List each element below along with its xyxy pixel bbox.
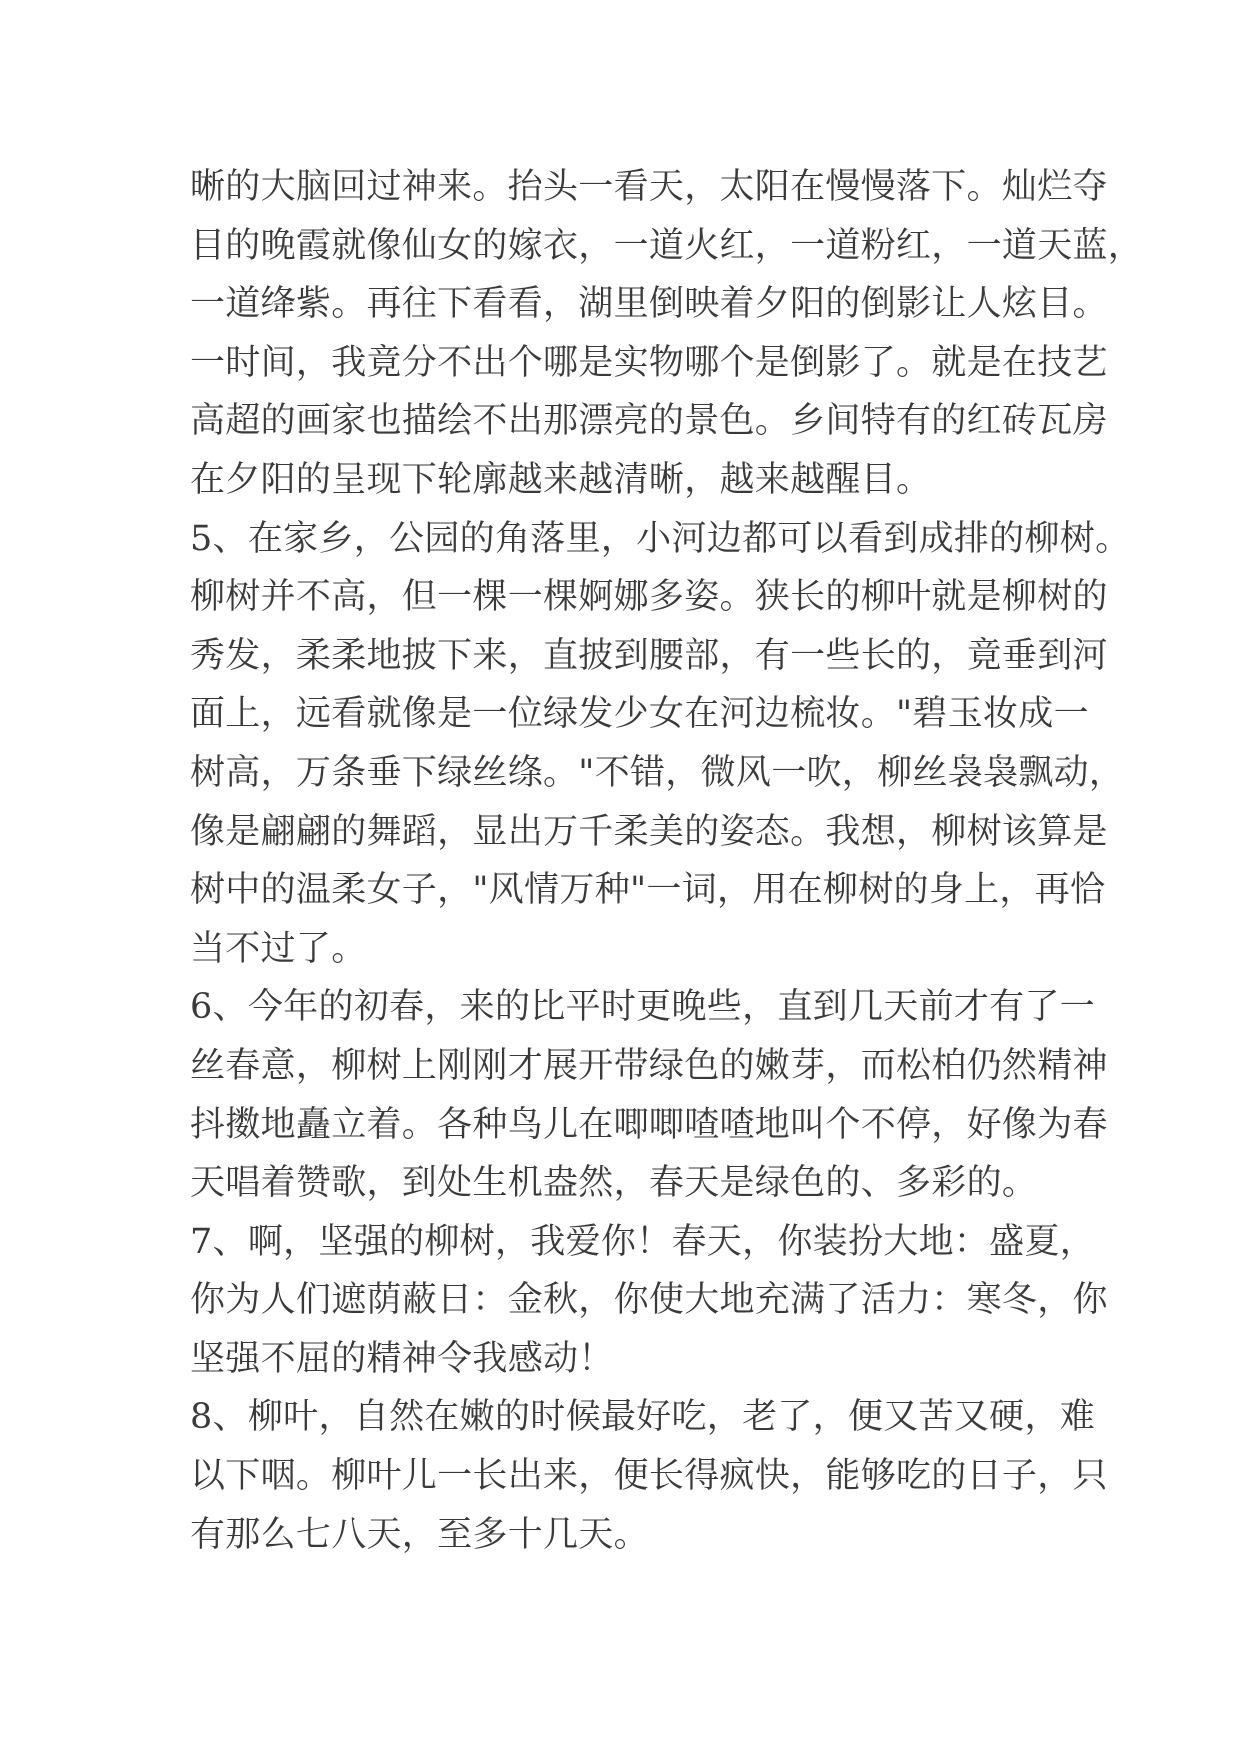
text-line: 天唱着赞歌，到处生机盎然，春天是绿色的、多彩的。 <box>190 1163 1038 1204</box>
text-line: 有那么七八天，至多十几天。 <box>190 1514 649 1555</box>
text-line: 抖擞地矗立着。各种鸟儿在唧唧喳喳地叫个不停，好像为春 <box>190 1104 1108 1145</box>
text-line: 坚强不屈的精神令我感动！ <box>190 1338 614 1379</box>
text-line: 高超的画家也描绘不出那漂亮的景色。乡间特有的红砖瓦房 <box>190 401 1108 442</box>
text-line: 一时间，我竟分不出个哪是实物哪个是倒影了。就是在技艺 <box>190 342 1108 383</box>
text-line: 秀发，柔柔地披下来，直披到腰部，有一些长的，竟垂到河 <box>190 635 1108 676</box>
text-line: 丝春意，柳树上刚刚才展开带绿色的嫩芽，而松柏仍然精神 <box>190 1045 1108 1086</box>
text-line: 像是翩翩的舞蹈，显出万千柔美的姿态。我想，柳树该算是 <box>190 811 1108 852</box>
text-line: 一道绛紫。再往下看看，湖里倒映着夕阳的倒影让人炫目。 <box>190 284 1108 325</box>
text-line: 8、柳叶，自然在嫩的时候最好吃，老了，便又苦又硬，难 <box>190 1397 1096 1438</box>
text-line: 你为人们遮荫蔽日：金秋，你使大地充满了活力：寒冬，你 <box>190 1280 1108 1321</box>
text-line: 5、在家乡，公园的角落里，小河边都可以看到成排的柳树。 <box>190 518 1131 559</box>
text-line: 晰的大脑回过神来。抬头一看天，太阳在慢慢落下。灿烂夺 <box>190 167 1108 207</box>
text-line: 面上，远看就像是一位绿发少女在河边梳妆。"碧玉妆成一 <box>190 694 1089 735</box>
text-line: 当不过了。 <box>190 928 367 969</box>
text-line: 树高，万条垂下绿丝绦。"不错，微风一吹，柳丝袅袅飘动， <box>190 752 1125 793</box>
text-line: 6、今年的初春，来的比平时更晚些，直到几天前才有了一 <box>190 987 1096 1028</box>
body-text <box>190 158 1144 1564</box>
text-line: 树中的温柔女子，"风情万种"一词，用在柳树的身上，再恰 <box>190 870 1106 911</box>
text-line: 目的晚霞就像仙女的嫁衣，一道火红，一道粉红，一道天蓝， <box>190 225 1144 266</box>
text-line: 以下咽。柳叶儿一长出来，便长得疯快，能够吃的日子，只 <box>190 1456 1108 1497</box>
text-line: 7、啊，坚强的柳树，我爱你！春天，你装扮大地：盛夏， <box>190 1221 1096 1262</box>
text-line: 在夕阳的呈现下轮廓越来越清晰，越来越醒目。 <box>190 459 932 500</box>
text-line: 柳树并不高，但一棵一棵婀娜多姿。狭长的柳叶就是柳树的 <box>190 577 1108 618</box>
